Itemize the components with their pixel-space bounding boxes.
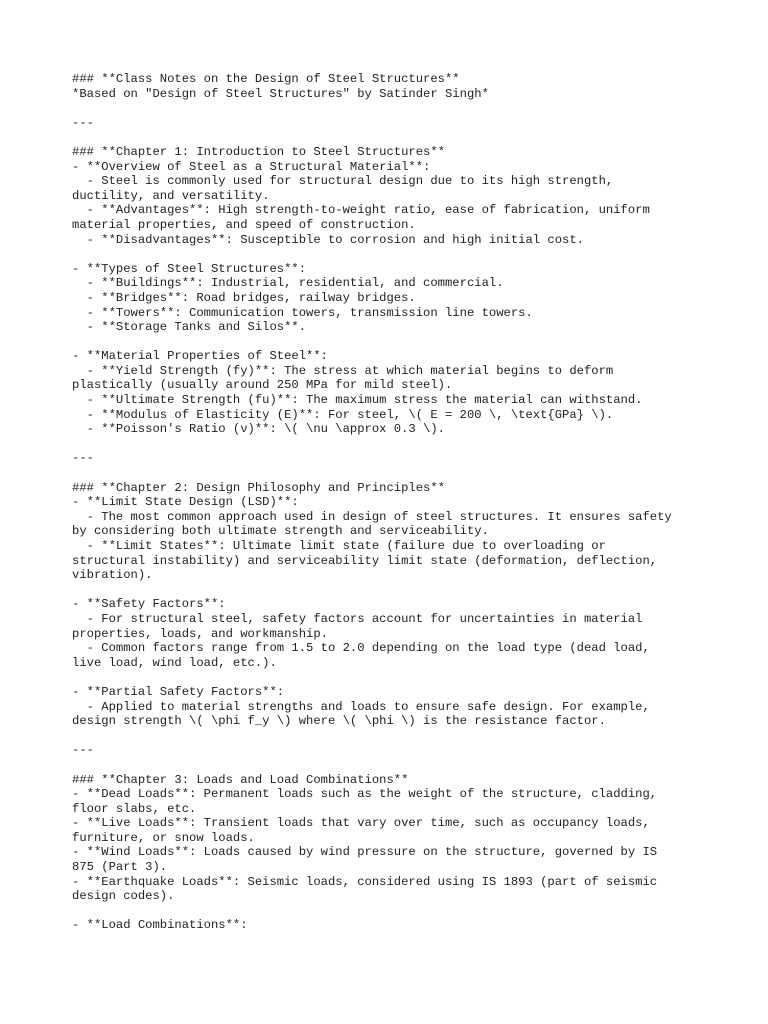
text-line: - **Safety Factors**: (72, 597, 226, 612)
text-line: - **Limit States**: Ultimate limit state (failure due to overloading or (72, 539, 606, 553)
blank-line (72, 130, 712, 145)
blank-line (72, 335, 712, 350)
text-line: structural instability) and serviceability limit state (deformation, deflection, (72, 553, 658, 568)
text-line: - **Ultimate Strength (fu)**: The maximum stress the material can withstand. (72, 393, 643, 408)
text-line: live load, wind load, etc.). (72, 655, 277, 670)
text-line: ### **Chapter 3: Loads and Load Combinations** (72, 772, 409, 787)
blank-line (72, 247, 712, 262)
text-line: - **Advantages**: High strength-to-weight ratio, ease of fabrication, uniform (72, 203, 650, 218)
text-line: - Steel is commonly used for structural design due to its high strength, (72, 174, 614, 189)
text-line: ### **Chapter 1: Introduction to Steel Structures** (72, 144, 445, 159)
document-text (72, 72, 712, 933)
text-line: plastically (usually around 250 MPa for mild steel). (72, 378, 453, 393)
text-line: by considering both ultimate strength and serviceability. (72, 524, 489, 539)
blank-line (72, 437, 712, 452)
blank-line (72, 670, 712, 685)
text-line: - **Overview of Steel as a Structural Material**: (72, 159, 431, 174)
text-line: - **Earthquake Loads**: Seismic loads, considered using IS 1893 (part of seismic (72, 874, 658, 889)
text-line: ### **Chapter 2: Design Philosophy and Principles** (72, 480, 445, 495)
blank-line (72, 904, 712, 919)
text-line: *Based on "Design of Steel Structures" by Satinder Singh* (72, 86, 489, 101)
text-line: - Common factors range from 1.5 to 2.0 depending on the load type (dead load, (72, 641, 650, 656)
text-line: vibration). (72, 568, 153, 583)
blank-line (72, 101, 712, 116)
text-line: design codes). (72, 889, 175, 904)
text-line: - The most common approach used in design of steel structures. It ensures safety (72, 509, 672, 524)
text-line: - **Modulus of Elasticity (E)**: For steel, \( E = 200 \, \text{GPa} \). (72, 407, 614, 422)
text-line: furniture, or snow loads. (72, 830, 255, 845)
text-line: - **Buildings**: Industrial, residential, and commercial. (72, 276, 504, 291)
text-line: properties, loads, and workmanship. (72, 626, 328, 641)
text-line: - Applied to material strengths and loads to ensure safe design. For example, (72, 699, 650, 714)
text-line: - **Disadvantages**: Susceptible to corrosion and high initial cost. (72, 232, 584, 247)
text-line: --- (72, 743, 94, 758)
text-line: - **Live Loads**: Transient loads that vary over time, such as occupancy loads, (72, 816, 650, 831)
blank-line (72, 466, 712, 481)
text-line: 875 (Part 3). (72, 860, 168, 875)
text-line: - **Partial Safety Factors**: (72, 684, 285, 699)
text-line: ### **Class Notes on the Design of Steel Structures** (72, 72, 460, 86)
blank-line (72, 729, 712, 744)
text-line: design strength \( \phi f_y \) where \( \phi \) is the resistance factor. (72, 714, 606, 729)
text-line: - **Storage Tanks and Silos**. (72, 320, 307, 335)
text-line: material properties, and speed of construction. (72, 217, 416, 232)
text-line: - **Poisson's Ratio (ν)**: \( \nu \approx 0.3 \). (72, 422, 445, 437)
text-line: - For structural steel, safety factors account for uncertainties in material (72, 611, 643, 626)
text-line: - **Types of Steel Structures**: (72, 261, 307, 276)
blank-line (72, 583, 712, 598)
text-line: - **Load Combinations**: (72, 918, 248, 933)
text-line: - **Limit State Design (LSD)**: (72, 495, 299, 510)
text-line: - **Material Properties of Steel**: (72, 349, 328, 364)
text-line: --- (72, 451, 94, 466)
text-line: - **Yield Strength (fy)**: The stress at which material begins to deform (72, 363, 614, 378)
text-line: floor slabs, etc. (72, 801, 197, 816)
text-line: - **Bridges**: Road bridges, railway bridges. (72, 290, 416, 305)
text-line: ductility, and versatility. (72, 188, 270, 203)
blank-line (72, 758, 712, 773)
text-line: - **Dead Loads**: Permanent loads such as the weight of the structure, cladding, (72, 787, 658, 802)
text-line: - **Towers**: Communication towers, transmission line towers. (72, 305, 533, 320)
text-line: --- (72, 115, 94, 130)
text-line: - **Wind Loads**: Loads caused by wind pressure on the structure, governed by IS (72, 845, 658, 860)
